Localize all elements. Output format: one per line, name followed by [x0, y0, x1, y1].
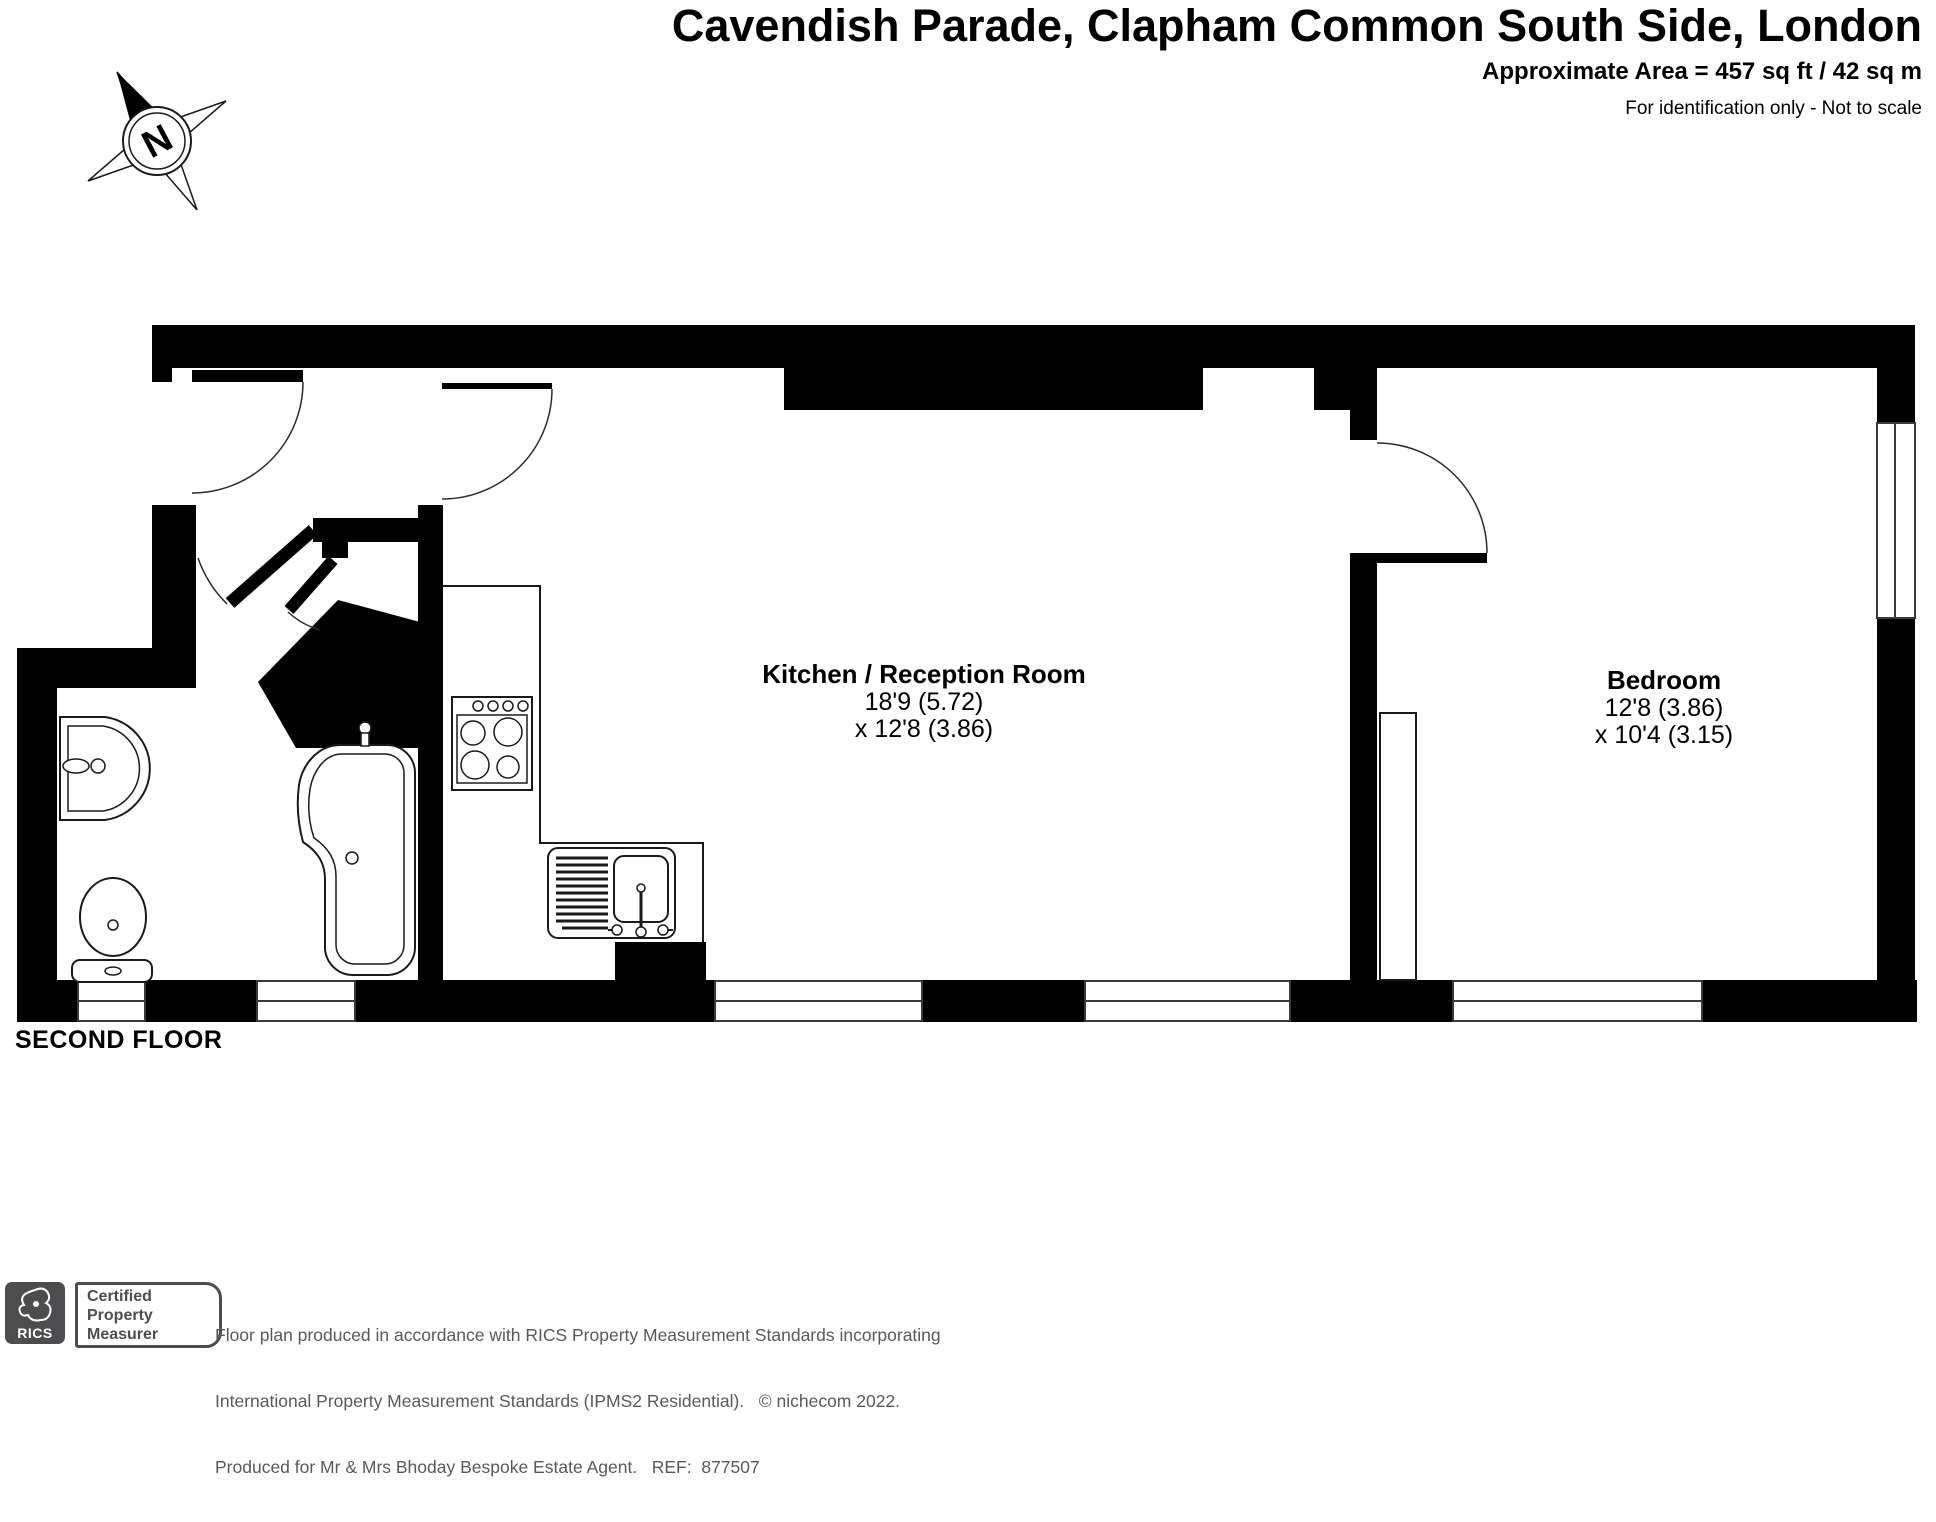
footer-line: International Property Measurement Standards (IPMS2 Residential). © nichecom 2022.	[215, 1391, 901, 1411]
toilet-icon	[72, 878, 152, 982]
room-dim: 18'9 (5.72)	[864, 688, 984, 716]
badge-line: Property	[87, 1307, 153, 1324]
window-bedroom-bottom	[1453, 981, 1702, 1021]
sink-unit-icon	[548, 848, 675, 938]
bathtub-icon	[298, 722, 415, 975]
badge-line: Certified	[87, 1288, 152, 1305]
room-dim: x 12'8 (3.86)	[854, 715, 994, 743]
room-name: Bedroom	[1606, 665, 1722, 695]
room-dim: x 10'4 (3.15)	[1594, 721, 1734, 749]
page-title: Cavendish Parade, Clapham Common South Side, London	[671, 0, 1922, 51]
window-bedroom-right	[1877, 423, 1915, 618]
footer	[0, 1278, 1100, 1477]
window-bathroom-2	[257, 981, 355, 1021]
window-kitchen-1	[715, 981, 922, 1021]
approximate-area: Approximate Area = 457 sq ft / 42 sq m	[1482, 58, 1922, 85]
certified-measurer-badge	[75, 1282, 222, 1348]
window-bathroom-1	[78, 981, 145, 1021]
rics-label: RICS	[17, 1325, 53, 1341]
stove-icon	[452, 697, 532, 790]
footer-line: Floor plan produced in accordance with RICS Property Measurement Standards incorporating	[215, 1325, 941, 1345]
window-kitchen-2	[1085, 981, 1290, 1021]
badge-line: Measurer	[87, 1326, 159, 1343]
basin-icon	[60, 717, 150, 820]
wardrobe	[1380, 713, 1416, 980]
bedroom-label	[1464, 666, 1864, 749]
rics-logo	[5, 1282, 65, 1344]
footer-disclaimer-text	[215, 1280, 1115, 1522]
floor-name: SECOND FLOOR	[15, 1026, 223, 1054]
room-dim: 12'8 (3.86)	[1604, 694, 1724, 722]
scale-disclaimer: For identification only - Not to scale	[1625, 98, 1922, 119]
room-name: Kitchen / Reception Room	[762, 659, 1086, 689]
footer-line: Produced for Mr & Mrs Bhoday Bespoke Estate Agent. REF: 877507	[215, 1457, 760, 1477]
diagonal-wall	[258, 600, 420, 748]
compass-north-label: N	[135, 116, 180, 167]
kitchen-reception-label	[724, 660, 1124, 743]
compass-icon	[88, 72, 226, 210]
